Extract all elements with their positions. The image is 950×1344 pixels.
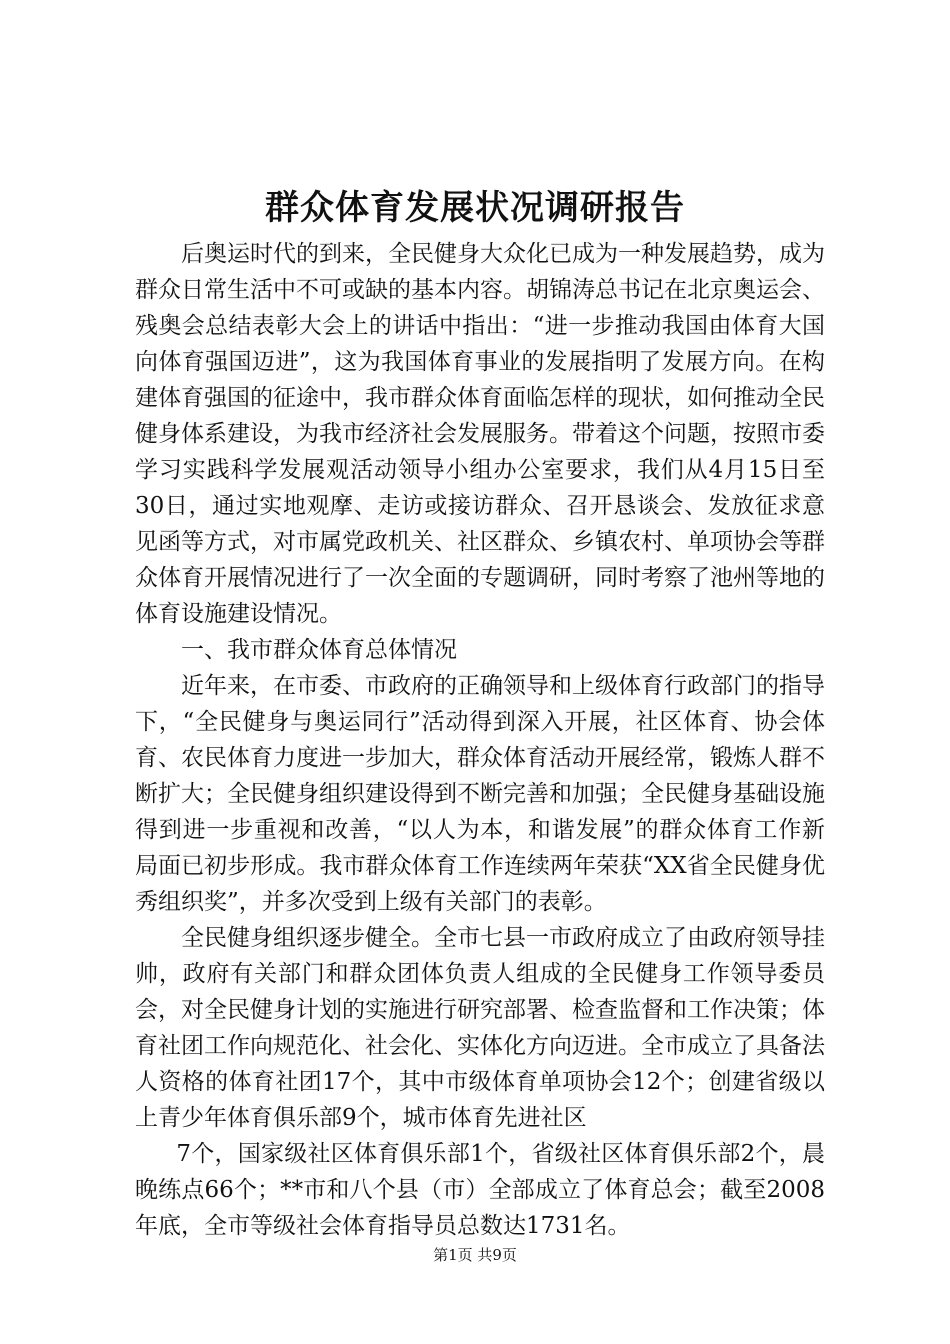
section-heading: 一、我市群众体育总体情况 xyxy=(181,637,457,663)
paragraph-intro: 后奥运时代的到来，全民健身大众化已成为一种发展趋势，成为群众日常生活中不可或缺的基本内容。胡锦涛总书记在北京奥运会、残奥会总结表彰大会上的讲话中指出：“进一步推动我国由体育大国向体育强国迈进”，这为我国体育事业的发展指明了发展方向。在构建体育强国的征途中，我市群众体育面临怎样的现状，如何推动全民健身体系建设，为我市经济社会发展服务。带着这个问题，按照市委学习实践科学发展观活动领导小组办公室要求，我们从4月15日至30日，通过实地观摩、走访或接访群众、召开恳谈会、发放征求意见函等方式，对市属党政机关、社区群众、乡镇农村、单项协会等群众体育开展情况进行了一次全面的专题调研，同时考察了池州等地的体育设施建设情况。 xyxy=(135,241,825,627)
paragraph-overview: 近年来，在市委、市政府的正确领导和上级体育行政部门的指导下，“全民健身与奥运同行”活动得到深入开展，社区体育、协会体育、农民体育力度进一步加大，群众体育活动开展经常，锻炼人群不断扩大；全民健身组织建设得到不断完善和加强；全民健身基础设施得到进一步重视和改善，“以人为本，和谐发展”的群众体育工作新局面已初步形成。我市群众体育工作连续两年荣获“XX省全民健身优秀组织奖”，并多次受到上级有关部门的表彰。 xyxy=(135,673,825,915)
page-footer: 第1页 共9页 xyxy=(433,1246,517,1264)
document-body xyxy=(135,236,825,1244)
document-title: 群众体育发展状况调研报告 xyxy=(265,188,685,228)
paragraph-continuation: 7个，国家级社区体育俱乐部1个，省级社区体育俱乐部2个，晨晚练点66个；**市和八个县（市）全部成立了体育总会；截至2008年底，全市等级社会体育指导员总数达1731名。 xyxy=(135,1141,825,1239)
paragraph-organization: 全民健身组织逐步健全。全市七县一市政府成立了由政府领导挂帅，政府有关部门和群众团体负责人组成的全民健身工作领导委员会，对全民健身计划的实施进行研究部署、检查监督和工作决策；体育社团工作向规范化、社会化、实体化方向迈进。全市成立了具备法人资格的体育社团17个，其中市级体育单项协会12个；创建省级以上青少年体育俱乐部9个，城市体育先进社区 xyxy=(135,925,825,1131)
